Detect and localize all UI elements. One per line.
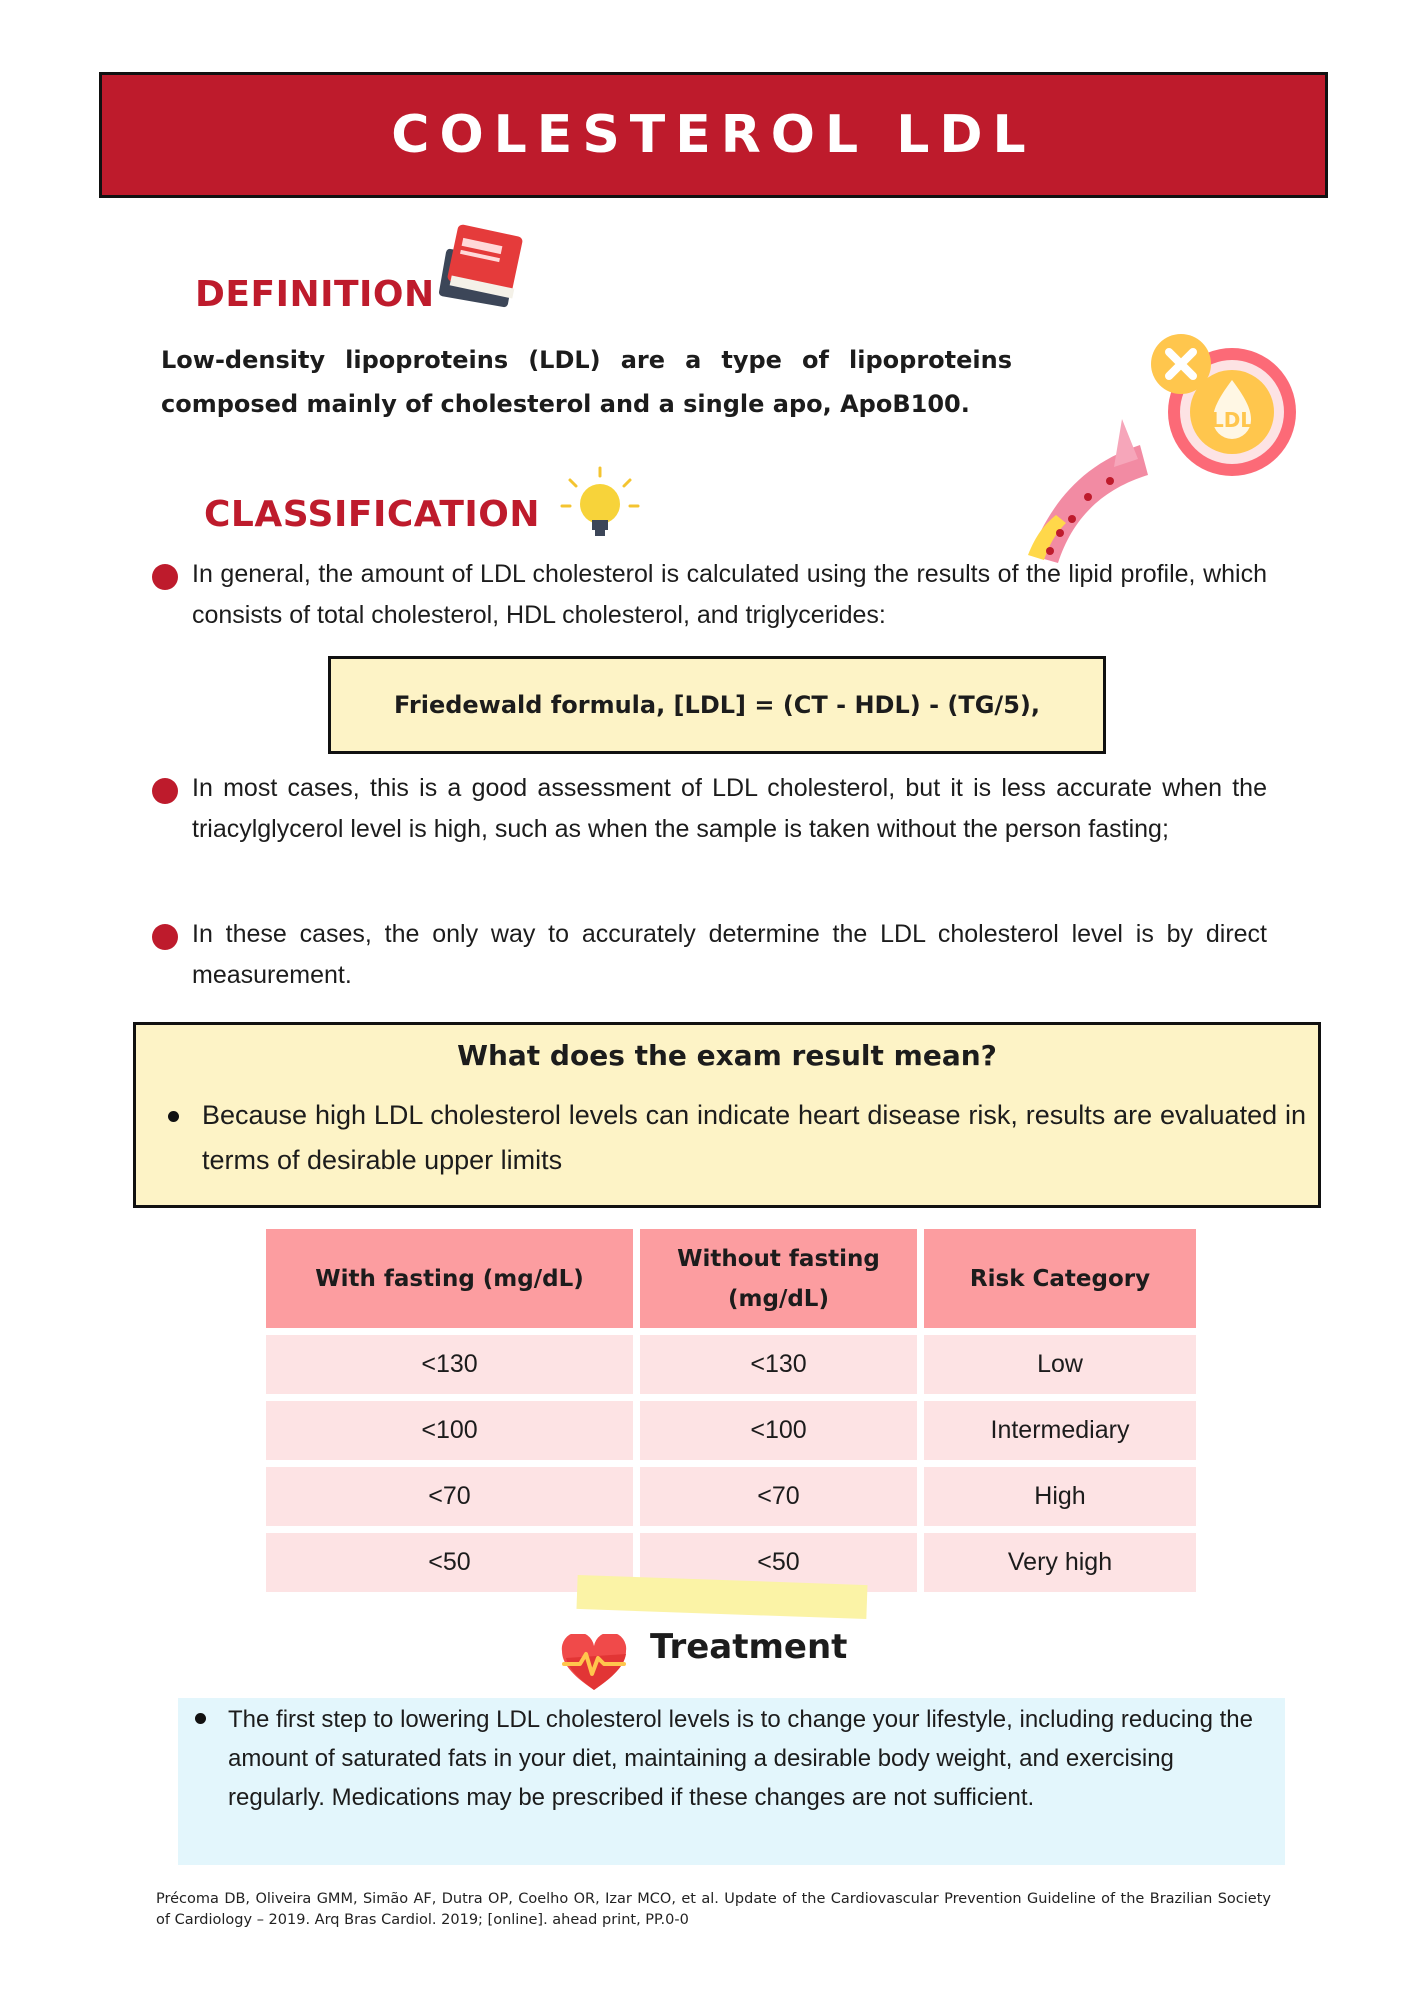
exam-title: What does the exam result mean? xyxy=(457,1039,997,1072)
cell-without-fasting: <70 xyxy=(640,1467,917,1526)
cell-with-fasting: <70 xyxy=(266,1467,633,1526)
bullet-text: In general, the amount of LDL cholesterol is calculated using the results of the lipid profile, which consists of total cholesterol, HDL cholesterol, and triglycerides: xyxy=(192,560,1267,629)
cell-with-fasting: <100 xyxy=(266,1401,633,1460)
definition-text: Low-density lipoproteins (LDL) are a type of lipoproteins composed mainly of cholesterol and a single apo, ApoB100. xyxy=(161,346,1012,418)
book-icon xyxy=(436,224,528,314)
bullet-dot xyxy=(152,924,178,950)
cell-with-fasting: <130 xyxy=(266,1335,633,1394)
treatment-title: Treatment xyxy=(650,1627,848,1667)
treatment-box xyxy=(178,1698,1285,1865)
table-row xyxy=(266,1401,1196,1460)
page-title: COLESTEROL LDL xyxy=(391,105,1036,165)
heart-icon xyxy=(560,1634,628,1692)
friedewald-formula: Friedewald formula, [LDL] = (CT - HDL) - (TG/5), xyxy=(394,691,1040,719)
table-header-row xyxy=(266,1229,1196,1328)
exam-text: Because high LDL cholesterol levels can indicate heart disease risk, results are evaluated in terms of desirable upper limits xyxy=(202,1100,1306,1175)
treatment-text: The first step to lowering LDL cholesterol levels is to change your lifestyle, including reducing the amount of saturated fats in your diet, maintaining a desirable body weight, and exercising regularly. Medications may be prescribed if these changes are not sufficient. xyxy=(228,1706,1253,1811)
bullet-dot xyxy=(168,1111,179,1122)
classification-bullet-3 xyxy=(152,914,1267,996)
bullet-dot xyxy=(195,1713,206,1724)
ldl-badge-text: LDL xyxy=(1210,408,1254,432)
cell-with-fasting: <50 xyxy=(266,1533,633,1592)
cell-without-fasting: <50 xyxy=(640,1533,917,1592)
artery-icon xyxy=(1010,415,1152,565)
bullet-dot xyxy=(152,564,178,590)
formula-box xyxy=(328,656,1106,754)
exam-result-box xyxy=(133,1022,1321,1208)
cell-without-fasting: <130 xyxy=(640,1335,917,1394)
risk-table xyxy=(259,1222,1203,1599)
table-row xyxy=(266,1467,1196,1526)
classification-heading: CLASSIFICATION xyxy=(204,494,541,535)
bullet-dot xyxy=(152,778,178,804)
header-with-fasting: With fasting (mg/dL) xyxy=(266,1229,633,1328)
cell-risk: Very high xyxy=(924,1533,1196,1592)
bullet-text: In these cases, the only way to accurately determine the LDL cholesterol level is by direct measurement. xyxy=(192,920,1267,989)
title-banner xyxy=(99,72,1328,198)
cell-without-fasting: <100 xyxy=(640,1401,917,1460)
cell-risk: High xyxy=(924,1467,1196,1526)
bullet-text: In most cases, this is a good assessment of LDL cholesterol, but it is less accurate when the triacylglycerol level is high, such as when the sample is taken without the person fasting; xyxy=(192,774,1267,843)
table-row xyxy=(266,1335,1196,1394)
definition-heading: DEFINITION xyxy=(195,274,435,315)
classification-bullet-1 xyxy=(152,554,1267,636)
header-without-fasting: Without fasting (mg/dL) xyxy=(640,1229,917,1328)
cell-risk: Intermediary xyxy=(924,1401,1196,1460)
classification-bullet-2 xyxy=(152,768,1267,850)
cell-risk: Low xyxy=(924,1335,1196,1394)
ldl-no-icon xyxy=(1147,330,1297,480)
lightbulb-icon xyxy=(558,464,642,548)
reference-citation: Précoma DB, Oliveira GMM, Simão AF, Dutra OP, Coelho OR, Izar MCO, et al. Update of the Cardiovascular Prevention Guideline of the Brazilian Society of Cardiology – 2019. Arq Bras Cardiol. 2019; [online]. ahead print, PP.0-0 xyxy=(156,1891,1271,1928)
header-risk-category: Risk Category xyxy=(924,1229,1196,1328)
